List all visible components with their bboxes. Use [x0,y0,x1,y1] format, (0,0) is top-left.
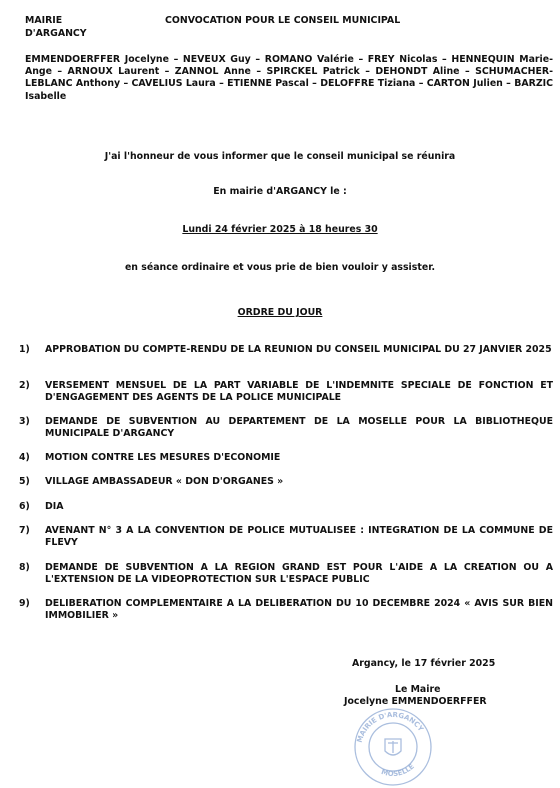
signatory-title: Le Maire [395,684,441,695]
agenda-text: DELIBERATION COMPLEMENTAIRE A LA DELIBERATION DU 10 DECEMBRE 2024 « AVIS SUR BIEN IMMOBILIER » [45,598,553,622]
place-and-date: Argancy, le 17 février 2025 [352,658,496,669]
agenda-text: MOTION CONTRE LES MESURES D'ECONOMIE [45,452,281,463]
svg-text:MOSELLE [380,762,416,778]
meeting-date: Lundi 24 février 2025 à 18 heures 30 [182,224,378,235]
agenda-text: DEMANDE DE SUBVENTION A LA REGION GRAND EST POUR L'AIDE A LA CREATION OU A L'EXTENSION DE LA VIDEOPROTECTION SUR L'ESPACE PUBLIC [45,562,553,586]
agenda-text: DEMANDE DE SUBVENTION AU DEPARTEMENT DE LA MOSELLE POUR LA BIBLIOTHEQUE MUNICIPALE D'ARGANCY [45,416,553,440]
agenda-text: VILLAGE AMBASSADEUR « DON D'ORGANES » [45,476,284,487]
agenda-number: 8) [19,562,30,573]
agenda-number: 6) [19,501,30,512]
mairie-line-2: D'ARGANCY [25,28,87,39]
session-sentence: en séance ordinaire et vous prie de bien vouloir y assister. [124,262,436,273]
intro-sentence: J'ai l'honneur de vous informer que le conseil municipal se réunira [104,151,456,162]
agenda-heading: ORDRE DU JOUR [237,307,323,318]
mairie-stamp-icon [347,701,439,787]
stamp-top-text: MAIRIE D'ARGANCY [355,710,425,744]
agenda-text: VERSEMENT MENSUEL DE LA PART VARIABLE DE L'INDEMNITE SPECIALE DE FONCTION ET D'ENGAGEMENT DES AGENTS DE LA POLICE MUNICIPALE [45,380,553,404]
agenda-text: DIA [45,501,64,512]
agenda-number: 5) [19,476,30,487]
agenda-text: AVENANT N° 3 A LA CONVENTION DE POLICE MUTUALISEE : INTEGRATION DE LA COMMUNE DE FLEVY [45,525,553,549]
stamp-bottom-text: MOSELLE [380,762,416,779]
agenda-number: 3) [19,416,30,427]
agenda-number: 9) [19,598,30,609]
agenda-number: 4) [19,452,30,463]
document-title: CONVOCATION POUR LE CONSEIL MUNICIPAL [165,15,401,26]
agenda-number: 1) [19,344,30,355]
signatory-name: Jocelyne EMMENDOERFFER [344,696,487,707]
mairie-line-1: MAIRIE [25,15,63,26]
agenda-number: 2) [19,380,30,391]
mairie-header [25,14,87,40]
members-list: EMMENDOERFFER Jocelyne – NEVEUX Guy – ROMANO Valérie – FREY Nicolas – HENNEQUIN Marie-Ange – ARNOUX Laurent – ZANNOL Anne – SPIRCKEL Patrick – DEHONDT Aline – SCHUMACHER-LEBLANC Anthony – CAVELIUS Laura – ETIENNE Pascal – DELOFFRE Tiziana – CARTON Julien – BARZIC Isabelle [25,54,553,102]
agenda-text: APPROBATION DU COMPTE-RENDU DE LA REUNION DU CONSEIL MUNICIPAL DU 27 JANVIER 2025 [45,344,552,355]
agenda-number: 7) [19,525,30,536]
meeting-place: En mairie d'ARGANCY le : [213,186,347,197]
